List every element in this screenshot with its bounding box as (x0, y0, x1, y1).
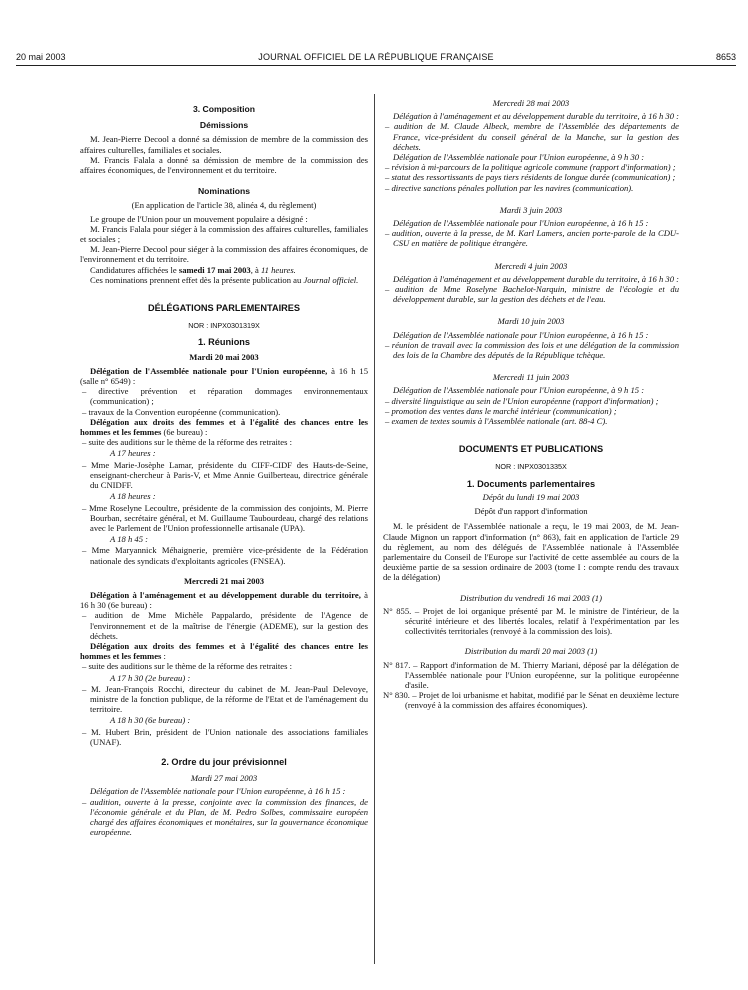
r2-item-2: – statut des ressortissants de pays tiers résidents de longue durée (communication) ; (385, 172, 676, 183)
nomination-3: M. Jean-Pierre Decool pour siéger à la commission des affaires économiques, de l'environnement et du territoire. (80, 244, 368, 265)
r5-item-1: – réunion de travail avec la commission des lois et une délégation de la commission des lois de la Chambre des députés de la République tchèque. (385, 339, 679, 361)
header-title: JOURNAL OFFICIEL DE LA RÉPUBLIQUE FRANÇAISE (258, 52, 494, 62)
nominations-reference: (En application de l'article 38, alinéa 4, du règlement) (131, 200, 317, 211)
df2-item-3: – M. Hubert Brin, président de l'Union nationale des associations familiales (UNAF). (82, 726, 368, 747)
header-page-number: 8653 (715, 52, 736, 62)
date-mercredi-11: Mercredi 11 juin 2003 (492, 372, 570, 383)
df-item-4: – Mme Maryannick Méhaignerie, première vice-présidente de la Fédération nationale des syndicats d'exploitants agricoles (FNSEA). (82, 545, 368, 566)
entry-855: N° 855. – Projet de loi organique présenté par M. le ministre de l'intérieur, de la sécurité intérieure et des libertés locales, relatif à l'expérimentation par les collectivités territoriales (renvoyé à la commission des lois). (383, 605, 679, 637)
entry-817: N° 817. – Rapport d'information de M. Thierry Mariani, déposé par la délégation de l'Assemblée nationale pour l'Union européenne, sur la politique européenne d'asile. (383, 659, 679, 690)
r6-item-3: – examen de textes soumis à l'Assemblée nationale (art. 88-4 C). (385, 416, 608, 427)
date-mardi-27: Mardi 27 mai 2003 (190, 773, 258, 784)
entry-830: N° 830. – Projet de loi urbanisme et habitat, modifié par le Sénat en deuxième lecture (renvoyé à la commission des affaires économiques). (383, 690, 679, 711)
ordre-delegation-1: Délégation de l'Assemblée nationale pour l'Union européenne, à 16 h 15 : (90, 786, 346, 797)
r1-item-1: – audition de M. Claude Albeck, membre de l'Assemblée des départements de France, vice-président du conseil général de la Manche, sur la gestion des déchets. (385, 121, 679, 152)
df-hour-3: A 18 h 45 : (110, 534, 149, 545)
df-hour-1: A 17 heures : (110, 448, 156, 459)
distribution-vendredi: Distribution du vendredi 16 mai 2003 (1) (460, 592, 602, 603)
r-delegation-1: Délégation à l'aménagement et au développement durable du territoire, à 16 h 30 : (393, 111, 680, 122)
r-delegation-6: Délégation de l'Assemblée nationale pour l'Union européenne, à 9 h 15 : (393, 385, 645, 396)
date-mardi-3: Mardi 3 juin 2003 (499, 204, 563, 215)
date-mercredi-28: Mercredi 28 mai 2003 (492, 98, 570, 108)
composition-heading: 3. Composition (192, 104, 256, 114)
depot-text: M. le président de l'Assemblée nationale a reçu, le 19 mai 2003, de M. Jean-Claude Mignon un rapport d'information (n° 863), fait en application de l'article 29 du règlement, au nom des délégués de l'Assemblée nationale à l'Assemblée parlementaire du Conseil de l'Europe sur l'activité de cette assemblée au cours de la deuxième partie de sa session ordinaire de 2003 (tome I : compte rendu des travaux de la délégation) (383, 521, 679, 583)
r3-item-1: – audition, ouverte à la presse, de M. Karl Lamers, ancien porte-parole de la CDU-CSU en matière de politique étrangère. (385, 228, 679, 249)
documents-heading: DOCUMENTS ET PUBLICATIONS (458, 444, 604, 455)
am-delegation: Délégation à l'aménagement et au développement durable du territoire, à 16 h 30 (6e bureau) : (80, 589, 368, 611)
depot-rapport: Dépôt d'un rapport d'information (474, 506, 588, 517)
df2-item-1: – suite des auditions sur le thème de la réforme des retraites : (82, 661, 293, 672)
r6-item-1: – diversité linguistique au sein de l'Union européenne (rapport d'information) ; (385, 395, 659, 406)
r6-item-2: – promotion des ventes dans le marché intérieur (communication) ; (385, 405, 617, 416)
nomination-4: Candidatures affichées le samedi 17 mai 2003, à 11 heures. (90, 264, 296, 275)
r-delegation-3: Délégation de l'Assemblée nationale pour l'Union européenne, à 16 h 15 : (393, 218, 649, 229)
reunions-heading: 1. Réunions (197, 337, 251, 348)
df2-hour-2: A 18 h 30 (6e bureau) : (110, 715, 191, 726)
r-delegation-2: Délégation de l'Assemblée nationale pour l'Union européenne, à 9 h 30 : (393, 152, 645, 163)
date-mercredi-4: Mercredi 4 juin 2003 (494, 260, 568, 271)
df-hour-2: A 18 heures : (110, 491, 156, 502)
right-column (383, 98, 679, 711)
df-item-3: – Mme Roselyne Lecoultre, présidente de la commission des conjoints, M. Pierre Bourban, secrétaire général, et M. Guillaume Taubourdeau, chargé des relations avec le Parlement de l'Union professionnelle artisanale (UPA). (82, 502, 368, 533)
df-item-2: – Mme Marie-Josèphe Lamar, présidente du CIFF-CIDF des Hauts-de-Seine, enseignant-chercheur à Paris-V, et Mme Annie Guilberteau, directrice générale du CNIDFF. (82, 459, 368, 491)
ue-delegation: Délégation de l'Assemblée nationale pour l'Union européenne, à 16 h 15 (salle n° 6549) : (80, 365, 368, 387)
nomination-1: Le groupe de l'Union pour un mouvement populaire a désigné : (90, 213, 308, 224)
ordre-heading: 2. Ordre du jour prévisionnel (161, 756, 287, 767)
r-delegation-5: Délégation de l'Assemblée nationale pour l'Union européenne, à 16 h 15 : (393, 329, 649, 340)
df-delegation: Délégation aux droits des femmes et à l'égalité des chances entre les hommes et les femmes (6e bureau) : (80, 416, 368, 438)
date-mardi-20: Mardi 20 mai 2003 (189, 351, 259, 362)
left-column (80, 98, 368, 837)
depot-lundi: Dépôt du lundi 19 mai 2003 (482, 491, 580, 502)
docparl-heading: 1. Documents parlementaires (466, 478, 596, 489)
r2-item-3: – directive sanctions pénales pollution par les navires (communication). (385, 182, 634, 193)
r-delegation-4: Délégation à l'aménagement et au développement durable du territoire, à 16 h 30 : (393, 273, 680, 284)
date-mardi-10: Mardi 10 juin 2003 (497, 316, 565, 327)
page-header (16, 52, 736, 66)
nominations-heading: Nominations (197, 186, 251, 197)
distribution-mardi: Distribution du mardi 20 mai 2003 (1) (464, 646, 598, 657)
r4-item-1: – audition de Mme Roselyne Bachelot-Narquin, ministre de l'écologie et du développement durable, sur la gestion des déchets et de l'eau. (385, 284, 679, 305)
demission-1: M. Jean-Pierre Decool a donné sa démission de membre de la commission des affaires culturelles, familiales et sociales. (80, 134, 368, 155)
nor-documents: NOR : INPX0301335X (495, 462, 567, 472)
r2-item-1: – révision à mi-parcours de la politique agricole commune (rapport d'information) ; (385, 162, 676, 173)
ue-item-2: – travaux de la Convention européenne (communication). (82, 406, 281, 417)
am-item-1: – audition de Mme Michèle Pappalardo, présidente de l'Agence de l'environnement et de la maîtrise de l'énergie (ADEME), sur la gestion des déchets. (82, 610, 368, 641)
demissions-heading: Démissions (199, 120, 249, 131)
ue-item-1: – directive prévention et réparation dommages environnementaux (communication) ; (82, 386, 368, 407)
nomination-5: Ces nominations prennent effet dès la présente publication au Journal officiel. (90, 274, 359, 285)
demission-2: M. Francis Falala a donné sa démission de membre de la commission des affaires économiques, de l'environnement et du territoire. (80, 154, 368, 176)
delegations-heading: DÉLÉGATIONS PARLEMENTAIRES (147, 303, 301, 314)
column-divider (374, 94, 375, 964)
nor-delegations: NOR : INPX0301319X (188, 321, 260, 331)
df-item-1: – suite des auditions sur le thème de la réforme des retraites : (82, 437, 293, 448)
header-date: 20 mai 2003 (16, 52, 66, 62)
header-rule (16, 65, 736, 66)
df2-item-2: – M. Jean-François Rocchi, directeur du cabinet de M. Jean-Paul Delevoye, ministre de la fonction publique, de la réforme de l'Etat et de l'aménagement du territoire. (82, 683, 368, 715)
df2-hour-1: A 17 h 30 (2e bureau) : (110, 672, 191, 683)
date-mercredi-21: Mercredi 21 mai 2003 (183, 575, 265, 586)
ordre-item-1: – audition, ouverte à la presse, conjointe avec la commission des finances, de l'économie générale et du Plan, de M. Pedro Solbes, commissaire européen chargé des affaires économiques et monétaires, sur la gouvernance économique européenne. (82, 796, 368, 838)
df2-delegation: Délégation aux droits des femmes et à l'égalité des chances entre les hommes et les femmes : (80, 640, 368, 662)
nomination-2: M. Francis Falala pour siéger à la commission des affaires culturelles, familiales et sociales ; (80, 223, 368, 245)
